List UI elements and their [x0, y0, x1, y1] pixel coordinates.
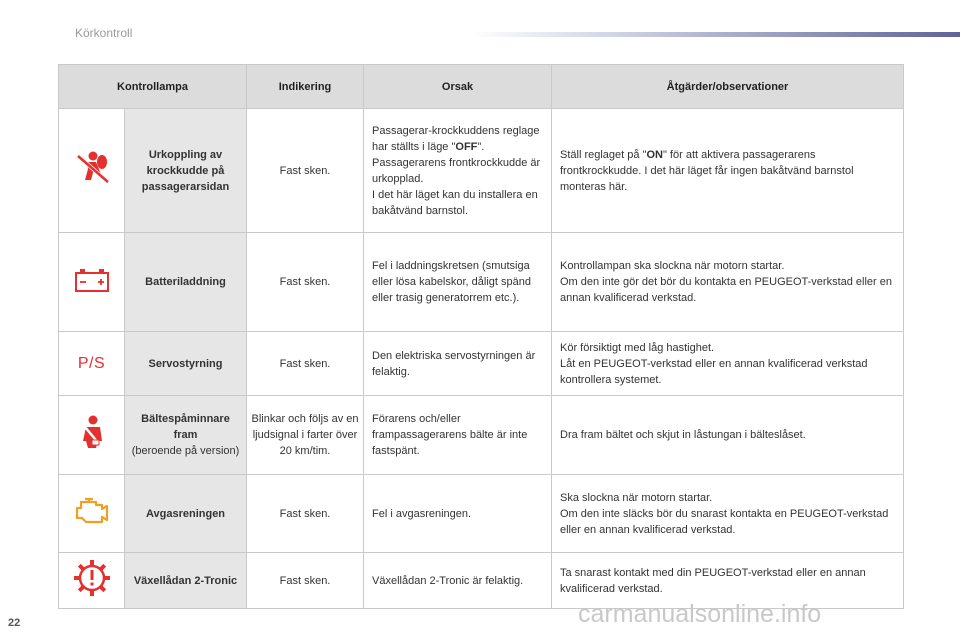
action-text: Kör försiktigt med låg hastighet. Låt en PEUGEOT-verkstad eller en annan kvalificerad verkstad kontrollera systemet. — [552, 332, 904, 396]
cause-text: Fel i avgasreningen. — [364, 475, 552, 553]
cause-text: Passagerar-krockkuddens reglage har ställts i läge "OFF". Passagerarens frontkrockkudde är urkopplad. I det här läget kan du installera en bakåtvänd barnstol. — [364, 109, 552, 233]
table-header-row — [59, 65, 904, 109]
cause-text: Förarens och/eller frampassagerarens bälte är inte fastspänt. — [364, 396, 552, 475]
lamp-icon-cell — [59, 233, 125, 332]
indication-text: Blinkar och följs av en ljudsignal i farter över 20 km/tim. — [247, 396, 364, 475]
section-title: Körkontroll — [75, 26, 133, 40]
indication-text: Fast sken. — [247, 332, 364, 396]
gearbox-warning-icon — [74, 560, 110, 601]
header-decoration-line — [470, 32, 960, 37]
action-text: Ställ reglaget på "ON" för att aktivera passagerarens frontkrockkudde. I det här läget får ingen bakåtvänd barnstol monteras här. — [552, 109, 904, 233]
lamp-icon-cell — [59, 332, 125, 396]
engine-emission-icon — [72, 496, 112, 531]
action-text: Dra fram bältet och skjut in låstungan i bälteslåset. — [552, 396, 904, 475]
column-header-action: Åtgärder/observationer — [552, 65, 904, 109]
column-header-lamp: Kontrollampa — [59, 65, 247, 109]
column-header-indication: Indikering — [247, 65, 364, 109]
watermark: carmanualsonline.info — [578, 600, 822, 628]
action-text: Ta snarast kontakt med din PEUGEOT-verkstad eller en annan kvalificerad verkstad. — [552, 553, 904, 609]
lamp-icon-cell — [59, 553, 125, 609]
lamp-icon-cell — [59, 396, 125, 475]
table-row — [59, 475, 904, 553]
lamp-name: Urkoppling av krockkudde på passagerarsidan — [125, 109, 247, 233]
power-steering-icon: P/S — [77, 354, 106, 372]
lamp-icon-cell — [59, 109, 125, 233]
indication-text: Fast sken. — [247, 475, 364, 553]
battery-icon — [74, 267, 110, 298]
table-row — [59, 332, 904, 396]
warning-lamps-table — [58, 64, 904, 609]
airbag-passenger-off-icon — [74, 150, 110, 191]
lamp-name: Batteriladdning — [125, 233, 247, 332]
indication-text: Fast sken. — [247, 109, 364, 233]
indication-text: Fast sken. — [247, 553, 364, 609]
lamp-icon-cell — [59, 475, 125, 553]
table-row — [59, 109, 904, 233]
table-row — [59, 396, 904, 475]
column-header-cause: Orsak — [364, 65, 552, 109]
lamp-name: Bältespåminnare fram (beroende på version) — [125, 396, 247, 475]
lamp-name: Avgasreningen — [125, 475, 247, 553]
page-number: 22 — [8, 617, 21, 629]
lamp-name: Servostyrning — [125, 332, 247, 396]
cause-text: Växellådan 2-Tronic är felaktig. — [364, 553, 552, 609]
action-text: Kontrollampan ska slockna när motorn startar. Om den inte gör det bör du kontakta en PEUGEOT-verkstad eller en annan kvalificerad verkstad. — [552, 233, 904, 332]
action-text: Ska slockna när motorn startar. Om den inte släcks bör du snarast kontakta en PEUGEOT-verkstad eller en annan kvalificerad verkstad. — [552, 475, 904, 553]
indication-text: Fast sken. — [247, 233, 364, 332]
lamp-name: Växellådan 2-Tronic — [125, 553, 247, 609]
table-row — [59, 233, 904, 332]
cause-text: Den elektriska servostyrningen är felaktig. — [364, 332, 552, 396]
cause-text: Fel i laddningskretsen (smutsiga eller lösa kabelskor, dåligt spänd eller trasig generatorrem etc.). — [364, 233, 552, 332]
seatbelt-icon — [76, 415, 108, 456]
